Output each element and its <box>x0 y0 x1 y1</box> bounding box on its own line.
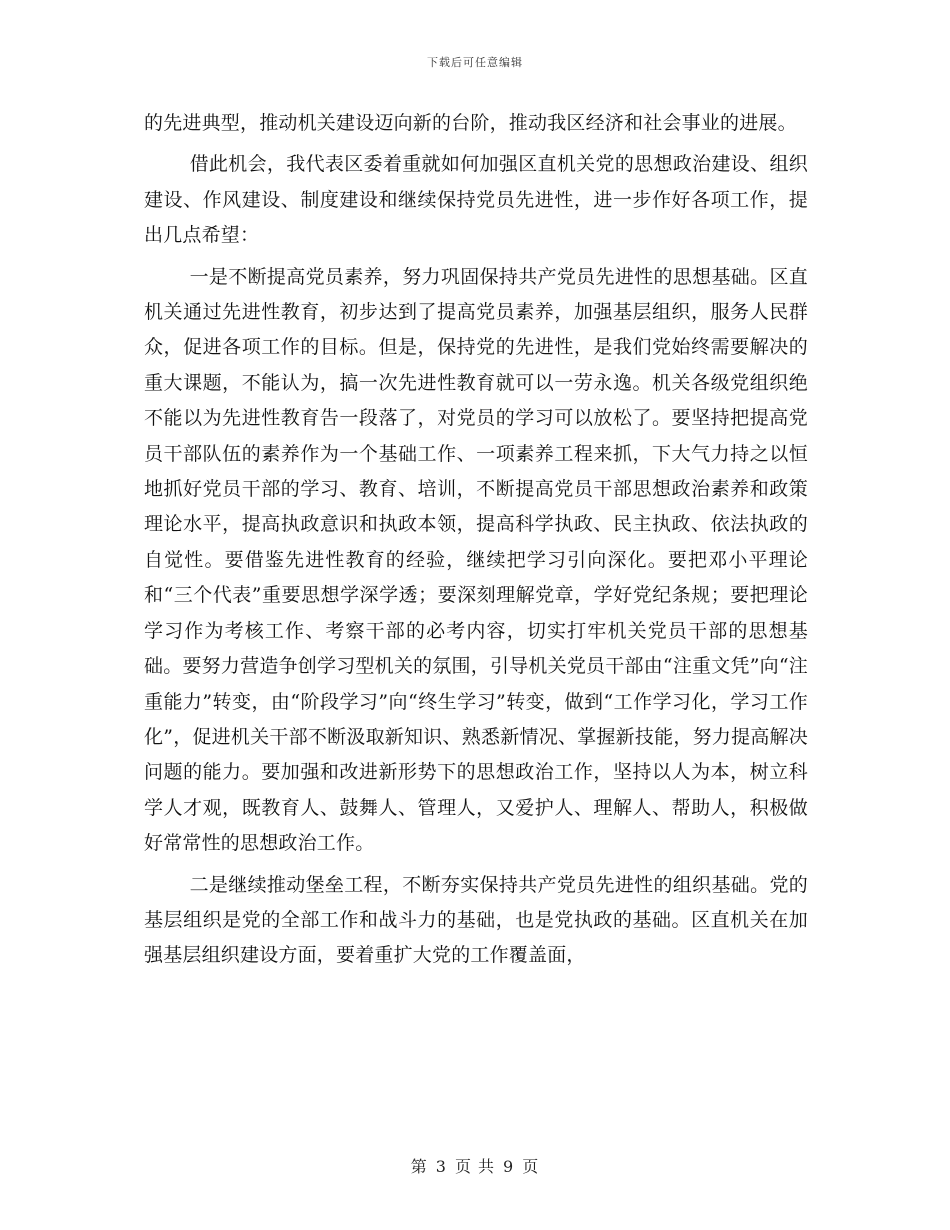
paragraph-continuation: 的先进典型，推动机关建设迈向新的台阶，推动我区经济和社会事业的进展。 <box>144 112 797 134</box>
footer-middle: 页 共 <box>454 1157 496 1176</box>
document-body <box>144 106 808 980</box>
paragraph-point-two: 二是继续推动堡垒工程，不断夯实保持共产党员先进性的组织基础。党的基层组织是党的全部工作和战斗力的基础，也是党执政的基础。区直机关在加强基层组织建设方面，要着重扩大党的工作覆盖面， <box>144 873 808 967</box>
page-footer <box>0 1154 950 1177</box>
footer-total-pages: 9 <box>503 1157 515 1176</box>
footer-current-page: 3 <box>435 1157 447 1176</box>
footer-suffix: 页 <box>522 1157 540 1176</box>
paragraph-intro: 借此机会，我代表区委着重就如何加强区直机关党的思想政治建设、组织建设、作风建设、制度建设和继续保持党员先进性，进一步作好各项工作，提出几点希望： <box>144 153 808 247</box>
footer-prefix: 第 <box>410 1157 428 1176</box>
page-header: 下载后可任意编辑 <box>427 56 523 69</box>
paragraph-point-one: 一是不断提高党员素养，努力巩固保持共产党员先进性的思想基础。区直机关通过先进性教育，初步达到了提高党员素养，加强基层组织，服务人民群众，促进各项工作的目标。但是，保持党的先进性，是我们党始终需要解决的重大课题，不能认为，搞一次先进性教育就可以一劳永逸。机关各级党组织绝不能以为先进性教育告一段落了，对党员的学习可以放松了。要坚持把提高党员干部队伍的素养作为一个基础工作、一项素养工程来抓，下大气力持之以恒地抓好党员干部的学习、教育、培训，不断提高党员干部思想政治素养和政策理论水平，提高执政意识和执政本领，提高科学执政、民主执政、依法执政的自觉性。要借鉴先进性教育的经验，继续把学习引向深化。要把邓小平理论和“三个代表”重要思想学深学透；要深刻理解党章，学好党纪条规；要把理论学习作为考核工作、考察干部的必考内容，切实打牢机关党员干部的思想基础。要努力营造争创学习型机关的氛围，引导机关党员干部由“注重文凭”向“注重能力”转变，由“阶段学习”向“终生学习”转变，做到“工作学习化，学习工作化”，促进机关干部不断汲取新知识、熟悉新情况、掌握新技能，努力提高解决问题的能力。要加强和改进新形势下的思想政治工作，坚持以人为本，树立科学人才观，既教育人、鼓舞人、管理人，又爱护人、理解人、帮助人，积极做好常常性的思想政治工作。 <box>144 265 808 855</box>
